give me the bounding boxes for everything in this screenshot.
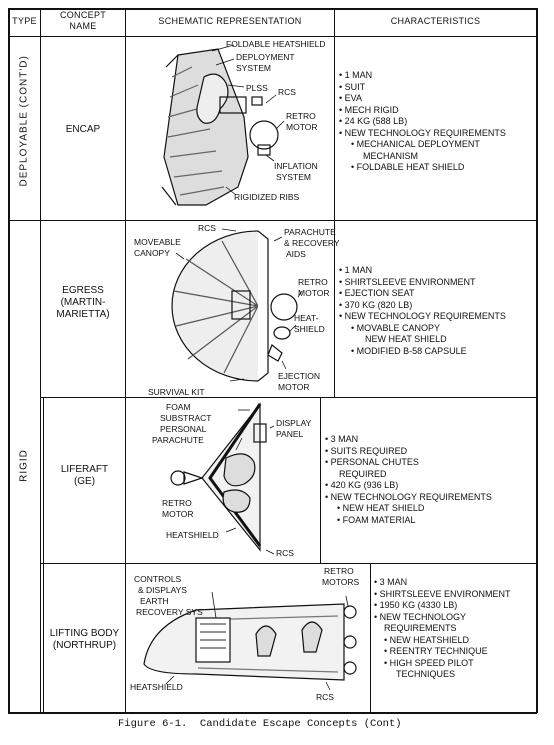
figure-caption: Figure 6-1. Candidate Escape Concepts (Cont) xyxy=(118,718,402,730)
char-item: • MECH RIGID xyxy=(339,104,399,115)
lifting-body-label-motors: MOTORS xyxy=(322,577,360,587)
characteristics-liferaft xyxy=(325,434,492,526)
egress-label-canopy: CANOPY xyxy=(134,248,170,258)
concept-encap: ENCAP xyxy=(65,124,101,135)
concept-egress: EGRESS (MARTIN- MARIETTA) xyxy=(56,285,110,320)
encap-label-system-2: SYSTEM xyxy=(276,172,311,182)
egress-label-heat: HEAT- xyxy=(294,313,319,323)
egress-label-aids: AIDS xyxy=(286,249,306,259)
encap-label-system: SYSTEM xyxy=(236,63,271,73)
char-item: TECHNIQUES xyxy=(396,669,456,679)
char-item: • EVA xyxy=(339,93,362,103)
char-item: • 3 MAN xyxy=(374,577,408,587)
char-item: • 24 KG (588 LB) xyxy=(339,116,408,126)
egress-label-recovery: & RECOVERY xyxy=(284,238,340,248)
egress-label-rcs: RCS xyxy=(198,223,216,233)
char-item: • SUIT xyxy=(339,81,366,92)
lifting-body-label-recovery-sys: RECOVERY SYS xyxy=(136,607,203,617)
char-item: • MECHANICAL DEPLOYMENT xyxy=(351,139,480,149)
lifting-body-label-heatshield: HEATSHIELD xyxy=(130,682,183,692)
lifting-body-schematic xyxy=(126,564,370,712)
char-item: • SUITS REQUIRED xyxy=(325,445,408,456)
egress-label-retro: RETRO xyxy=(298,277,328,287)
header-concept-name: CONCEPT NAME xyxy=(59,10,107,31)
encap-label-rigidized-ribs: RIGIDIZED RIBS xyxy=(234,192,300,202)
liferaft-label-display: DISPLAY xyxy=(276,418,312,428)
encap-schematic xyxy=(126,37,334,220)
char-item: • EJECTION SEAT xyxy=(339,288,415,298)
liferaft-label-panel: PANEL xyxy=(276,429,304,439)
liferaft-label-heatshield: HEATSHIELD xyxy=(166,530,219,540)
lifting-body-label-displays: & DISPLAYS xyxy=(138,585,187,595)
egress-label-survival-kit: SURVIVAL KIT xyxy=(148,387,205,397)
concept-liferaft: LIFERAFT (GE) xyxy=(60,464,109,487)
char-item: REQUIREMENTS xyxy=(384,623,457,633)
type-rigid: RIGID xyxy=(18,449,30,482)
characteristics-encap xyxy=(339,70,506,174)
char-item: • NEW HEAT SHIELD xyxy=(337,503,425,513)
char-item: • NEW TECHNOLOGY REQUIREMENTS xyxy=(325,491,492,502)
header-schematic: SCHEMATIC REPRESENTATION xyxy=(158,16,302,26)
liferaft-schematic xyxy=(126,398,320,563)
lifting-body-label-earth: EARTH xyxy=(140,596,169,606)
liferaft-label-foam: FOAM xyxy=(166,402,191,412)
encap-label-foldable-heatshield: FOLDABLE HEATSHIELD xyxy=(226,39,326,49)
egress-label-ejection-motor: MOTOR xyxy=(278,382,310,392)
encap-label-motor: MOTOR xyxy=(286,122,318,132)
egress-label-shield: SHIELD xyxy=(294,324,325,334)
char-item: • SHIRTSLEEVE ENVIRONMENT xyxy=(374,588,511,599)
char-item: • NEW HEATSHIELD xyxy=(384,634,469,645)
liferaft-label-personal: PERSONAL xyxy=(160,424,207,434)
char-item: • NEW TECHNOLOGY REQUIREMENTS xyxy=(339,127,506,138)
type-deployable: DEPLOYABLE (CONT'D) xyxy=(18,55,30,187)
egress-label-ejection: EJECTION xyxy=(278,371,321,381)
char-item: • PERSONAL CHUTES xyxy=(325,457,419,467)
encap-label-retro: RETRO xyxy=(286,111,316,121)
lifting-body-label-controls: CONTROLS xyxy=(134,574,182,584)
concept-lifting-body: LIFTING BODY (NORTHRUP) xyxy=(49,628,120,651)
char-item: • REENTRY TECHNIQUE xyxy=(384,646,488,656)
encap-label-inflation: INFLATION xyxy=(274,161,318,171)
char-item: • NEW TECHNOLOGY REQUIREMENTS xyxy=(339,311,506,321)
egress-label-parachute: PARACHUTE xyxy=(284,227,336,237)
char-item: • FOAM MATERIAL xyxy=(337,514,416,525)
encap-label-rcs: RCS xyxy=(278,87,296,97)
liferaft-label-retro: RETRO xyxy=(162,498,192,508)
char-item: • MOVABLE CANOPY xyxy=(351,322,441,333)
egress-label-motor: MOTOR xyxy=(298,288,330,298)
char-item: NEW HEAT SHIELD xyxy=(365,334,447,344)
char-item: • 1 MAN xyxy=(339,265,373,275)
char-item: MECHANISM xyxy=(363,150,419,161)
char-item: • 370 KG (820 LB) xyxy=(339,299,413,310)
char-item: • FOLDABLE HEAT SHIELD xyxy=(351,162,465,172)
char-item: • 3 MAN xyxy=(325,434,359,444)
encap-label-plss: PLSS xyxy=(246,83,268,93)
characteristics-egress xyxy=(339,265,506,357)
characteristics-lifting-body xyxy=(374,577,511,681)
liferaft-label-parachute: PARACHUTE xyxy=(152,435,204,445)
header-characteristics: CHARACTERISTICS xyxy=(390,16,481,26)
encap-label-deployment: DEPLOYMENT xyxy=(236,52,295,62)
char-item: • 1950 KG (4330 LB) xyxy=(374,600,458,610)
char-item: • MODIFIED B-58 CAPSULE xyxy=(351,345,467,356)
liferaft-label-substract: SUBSTRACT xyxy=(160,413,212,423)
char-item: • HIGH SPEED PILOT xyxy=(384,657,474,668)
char-item: • NEW TECHNOLOGY xyxy=(374,611,466,622)
liferaft-label-motor: MOTOR xyxy=(162,509,194,519)
header-type: TYPE xyxy=(12,16,37,26)
egress-label-moveable: MOVEABLE xyxy=(134,237,181,247)
lifting-body-label-retro: RETRO xyxy=(324,566,354,576)
char-item: • SHIRTSLEEVE ENVIRONMENT xyxy=(339,276,476,287)
egress-schematic xyxy=(126,221,340,397)
char-item: • 420 KG (936 LB) xyxy=(325,480,399,490)
char-item: • 1 MAN xyxy=(339,70,373,80)
char-item: REQUIRED xyxy=(339,468,387,479)
lifting-body-label-rcs: RCS xyxy=(316,692,334,702)
liferaft-label-rcs: RCS xyxy=(276,548,294,558)
